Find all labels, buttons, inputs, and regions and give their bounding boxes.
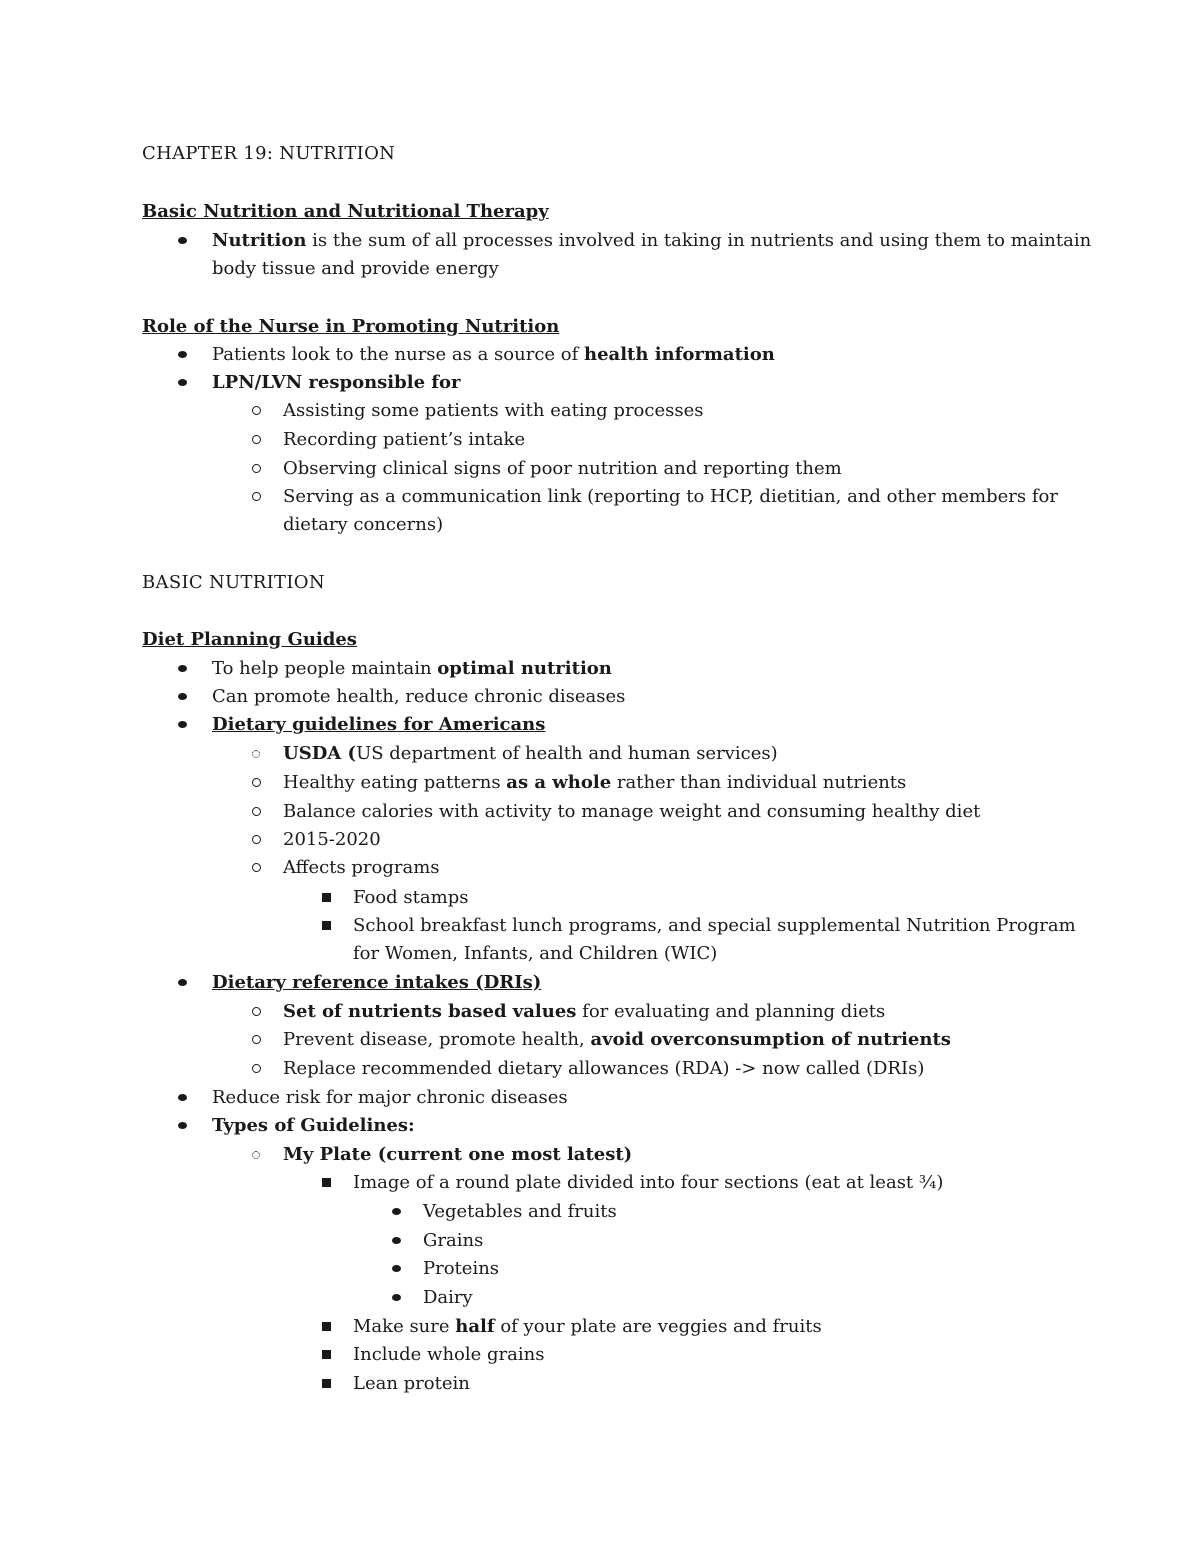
- bullet-disc-icon: [384, 1227, 408, 1255]
- list-item-text: To help people maintain: [212, 658, 438, 679]
- list-item-bold: half: [455, 1316, 495, 1337]
- list-item-text: rather than individual nutrients: [611, 772, 907, 793]
- list-item-text: Assisting some patients with eating processes: [283, 400, 704, 421]
- list-item-bold-underlined: Dietary reference intakes (DRIs): [212, 972, 542, 993]
- bullet-disc-icon: [170, 227, 194, 255]
- bullet-square-icon: [314, 884, 338, 912]
- bullet-disc-icon: [170, 341, 194, 369]
- list-item-text: Dairy: [423, 1287, 473, 1308]
- bullet-circle-icon: [244, 397, 268, 425]
- list-item-bold: My Plate (current one most latest): [283, 1144, 633, 1165]
- bullet-dotted-circle-icon: [244, 740, 268, 768]
- list-item-text: Can promote health, reduce chronic diseases: [212, 686, 626, 707]
- list-item-bold: optimal nutrition: [437, 658, 612, 679]
- list-item-text: of your plate are veggies and fruits: [494, 1316, 822, 1337]
- list-item-bold: LPN/LVN responsible for: [212, 372, 461, 393]
- section-heading-text: Diet Planning Guides: [142, 629, 357, 650]
- bullet-disc-icon: [384, 1198, 408, 1226]
- section-heading-diet-planning: [0, 626, 1200, 654]
- bullet-square-icon: [314, 1370, 338, 1398]
- list-item-bold: health information: [584, 344, 775, 365]
- bullet-disc-icon: [170, 969, 194, 997]
- bullet-disc-icon: [170, 1084, 194, 1112]
- list-item-bold: USDA (: [283, 743, 357, 764]
- list-item-text: body tissue and provide energy: [212, 258, 499, 279]
- bullet-circle-icon: [244, 455, 268, 483]
- section-heading-text: Basic Nutrition and Nutritional Therapy: [142, 201, 549, 222]
- bullet-square-icon: [314, 912, 338, 940]
- bullet-disc-icon: [384, 1284, 408, 1312]
- list-item-bold: Types of Guidelines:: [212, 1115, 415, 1136]
- section-heading-text: Role of the Nurse in Promoting Nutrition: [142, 316, 560, 337]
- bullet-disc-icon: [170, 1112, 194, 1140]
- bullet-circle-icon: [244, 1026, 268, 1054]
- list-item-text: Healthy eating patterns: [283, 772, 507, 793]
- bullet-circle-icon: [244, 769, 268, 797]
- list-item-text: for Women, Infants, and Children (WIC): [353, 943, 718, 964]
- list-item-text: 2015-2020: [283, 829, 381, 850]
- list-item-bold: avoid overconsumption of nutrients: [590, 1029, 951, 1050]
- list-item-text: Image of a round plate divided into four sections (eat at least ¾): [353, 1172, 944, 1193]
- section-heading-basic-nutrition-therapy: [0, 198, 1200, 226]
- bullet-dotted-circle-icon: [244, 1141, 268, 1169]
- bullet-circle-icon: [244, 826, 268, 854]
- section-heading-role-of-nurse: [0, 313, 1200, 341]
- list-item-text: Observing clinical signs of poor nutrition and reporting them: [283, 458, 842, 479]
- bullet-square-icon: [314, 1313, 338, 1341]
- bullet-circle-icon: [244, 1055, 268, 1083]
- list-item-text: Affects programs: [283, 857, 440, 878]
- list-item-text: Food stamps: [353, 887, 469, 908]
- bullet-circle-icon: [244, 426, 268, 454]
- page-title: [0, 140, 1200, 168]
- list-item-bold-underlined: Dietary guidelines for Americans: [212, 714, 546, 735]
- bullet-square-icon: [314, 1169, 338, 1197]
- section-title-text: BASIC NUTRITION: [142, 572, 325, 593]
- section-title-basic-nutrition: [0, 569, 1200, 597]
- bullet-disc-icon: [170, 683, 194, 711]
- list-item-text: Recording patient’s intake: [283, 429, 526, 450]
- list-item-text: for evaluating and planning diets: [576, 1001, 886, 1022]
- bullet-disc-icon: [384, 1255, 408, 1283]
- bullet-circle-icon: [244, 483, 268, 511]
- list-item-text: Prevent disease, promote health,: [283, 1029, 591, 1050]
- term-nutrition: Nutrition: [212, 230, 307, 251]
- list-item-text: Grains: [423, 1230, 484, 1251]
- list-item-text: Vegetables and fruits: [423, 1201, 617, 1222]
- list-item-text: Proteins: [423, 1258, 500, 1279]
- bullet-square-icon: [314, 1341, 338, 1369]
- list-item-text: Reduce risk for major chronic diseases: [212, 1087, 568, 1108]
- list-item-bold: as a whole: [506, 772, 612, 793]
- list-item-text: Patients look to the nurse as a source of: [212, 344, 585, 365]
- list-item-text: dietary concerns): [283, 514, 444, 535]
- list-item-text: Make sure: [353, 1316, 456, 1337]
- list-item-text: Balance calories with activity to manage weight and consuming healthy diet: [283, 801, 981, 822]
- bullet-disc-icon: [170, 655, 194, 683]
- list-item-bold: Set of nutrients based values: [283, 1001, 577, 1022]
- list-item-text: US department of health and human services): [356, 743, 778, 764]
- bullet-circle-icon: [244, 854, 268, 882]
- list-item-text: Serving as a communication link (reporting to HCP, dietitian, and other members for: [283, 486, 1058, 507]
- bullet-circle-icon: [244, 998, 268, 1026]
- bullet-disc-icon: [170, 369, 194, 397]
- list-item-text: Lean protein: [353, 1373, 470, 1394]
- bullet-circle-icon: [244, 798, 268, 826]
- page-title-text: CHAPTER 19: NUTRITION: [142, 143, 396, 164]
- list-item-text: School breakfast lunch programs, and special supplemental Nutrition Program: [353, 915, 1076, 936]
- list-item-text: is the sum of all processes involved in taking in nutrients and using them to maintain: [306, 230, 1092, 251]
- list-item-text: Replace recommended dietary allowances (RDA) -> now called (DRIs): [283, 1058, 925, 1079]
- bullet-disc-icon: [170, 711, 194, 739]
- list-item-text: Include whole grains: [353, 1344, 545, 1365]
